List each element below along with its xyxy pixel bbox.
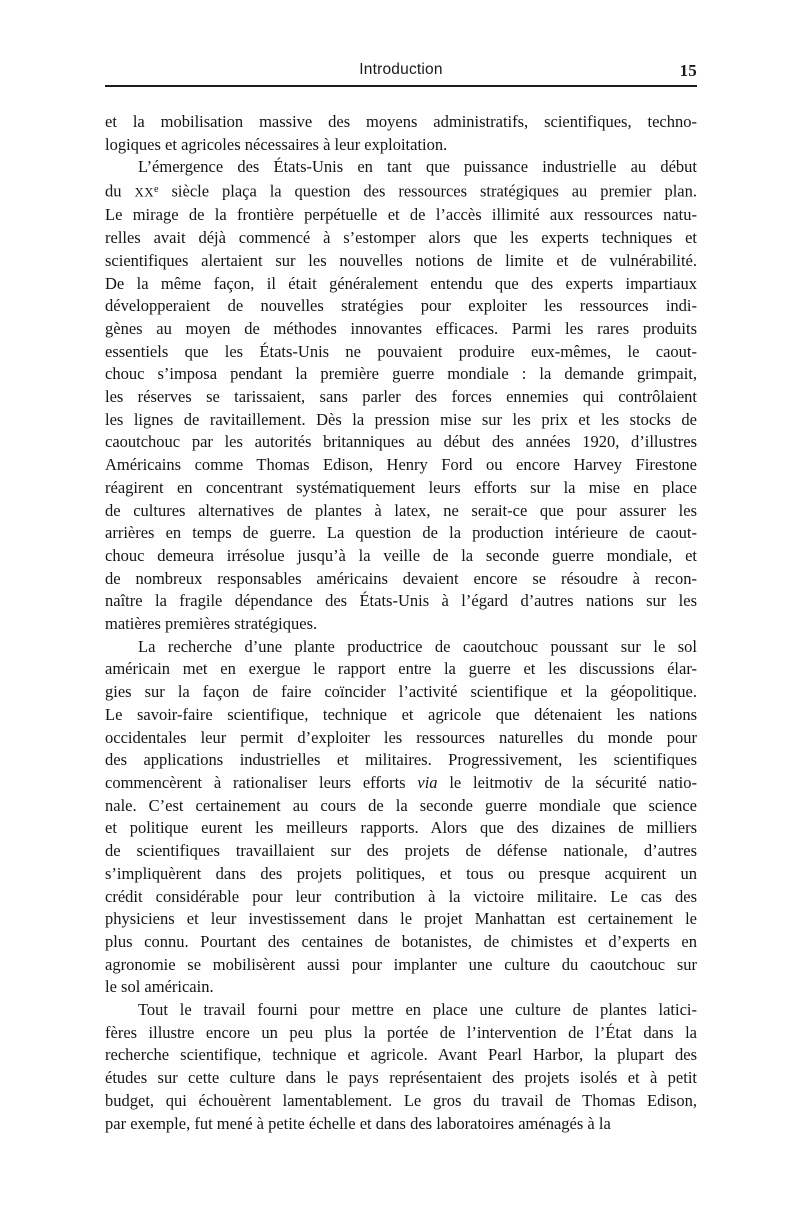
text-line: chouc s’imposa pendant la première guerre mondiale : la demande grimpait, xyxy=(105,364,697,384)
text-line: naître la fragile dépendance des États-Unis à l’égard d’autres nations sur les xyxy=(105,591,697,611)
smallcaps-run: XX xyxy=(134,185,155,200)
text-line: gies sur la façon de faire coïncider l’activité scientifique et la géopolitique. xyxy=(105,682,697,702)
smallcaps-run: e xyxy=(154,184,159,196)
text-line: relles avait déjà commencé à s’estomper alors que les experts techniques et xyxy=(105,228,697,248)
text-line: L’émergence des États-Unis en tant que puissance industrielle au début xyxy=(138,157,697,177)
italic-run: via xyxy=(417,772,438,792)
text-line: La recherche d’une plante productrice de caoutchouc poussant sur le sol xyxy=(138,636,697,656)
text-line: réagirent en concentrant systématiquement leurs efforts sur la mise en place xyxy=(105,477,697,497)
text-line: logiques et agricoles nécessaires à leur exploitation. xyxy=(105,134,448,154)
text-line: américain met en exergue le rapport entre la guerre et les discussions élar- xyxy=(105,659,697,679)
text-line: caoutchouc par les autorités britanniques au début des années 1920, d’illustres xyxy=(105,432,697,452)
text-line: Le savoir-faire scientifique, technique et agricole que détenaient les nations xyxy=(105,704,697,724)
text-line: nale. C’est certainement au cours de la seconde guerre mondiale que science xyxy=(105,795,697,815)
text-line: études sur cette culture dans le pays représentaient des projets isolés et à petit xyxy=(105,1068,697,1088)
text-line: s’impliquèrent dans des projets politiques, et tous ou presque acquirent un xyxy=(105,863,697,883)
text-line: fères illustre encore un peu plus la portée de l’intervention de l’État dans la xyxy=(105,1022,697,1042)
text-line: recherche scientifique, technique et agricole. Avant Pearl Harbor, la plupart des xyxy=(105,1045,697,1065)
text-line: physiciens et leur investissement dans le projet Manhattan est certainement le xyxy=(105,909,697,929)
text-line: agronomie se mobilisèrent aussi pour implanter une culture du caoutchouc sur xyxy=(105,954,697,974)
text-line: par exemple, fut mené à petite échelle et dans des laboratoires aménagés à la xyxy=(105,1113,611,1133)
text-line: développeraient de nouvelles stratégies pour exploiter les ressources indi- xyxy=(105,296,697,316)
text-line: de nombreux responsables américains devaient encore se résoudre à recon- xyxy=(105,568,697,588)
text-line: arrières en temps de guerre. La question de la production intérieure de caout- xyxy=(105,523,697,543)
text-line: les lignes de ravitaillement. Dès la pression mise sur les prix et les stocks de xyxy=(105,409,697,429)
text-line: et politique eurent les meilleurs rapports. Alors que des dizaines de milliers xyxy=(105,818,697,838)
text-line: budget, qui échouèrent lamentablement. Le gros du travail de Thomas Edison, xyxy=(105,1090,697,1110)
text-line: Tout le travail fourni pour mettre en place une culture de plantes latici- xyxy=(138,1000,697,1020)
text-line: de cultures alternatives de plantes à latex, ne serait-ce que pour assurer les xyxy=(105,500,697,520)
running-header-title: Introduction xyxy=(359,61,443,78)
paragraph xyxy=(105,156,697,635)
text-line: Américains comme Thomas Edison, Henry Ford ou encore Harvey Firestone xyxy=(105,455,697,475)
body-text xyxy=(105,111,697,1135)
text-line: crédit considérable pour leur contribution à la victoire militaire. Le cas des xyxy=(105,886,697,906)
text-line: chouc demeura irrésolue jusqu’à la veille de la seconde guerre mondiale, et xyxy=(105,545,697,565)
paragraph xyxy=(105,999,697,1135)
header-rule xyxy=(105,85,697,87)
text-line: essentiels que les États-Unis ne pouvaient produire eux-mêmes, le caout- xyxy=(105,341,697,361)
text-line: du XXe siècle plaça la question des ressources stratégiques au premier plan. xyxy=(105,181,697,201)
page-header xyxy=(105,60,697,80)
page-number: 15 xyxy=(679,61,697,80)
text-line: scientifiques alertaient sur les nouvelles notions de limite et de vulnérabilité. xyxy=(105,250,697,270)
text-line: des applications industrielles et militaires. Progressivement, les scientifiques xyxy=(105,750,697,770)
text-line: gènes au moyen de méthodes innovantes efficaces. Parmi les rares produits xyxy=(105,318,697,338)
text-line: et la mobilisation massive des moyens administratifs, scientifiques, techno- xyxy=(105,112,697,131)
text-line: de scientifiques travaillaient sur des projets de défense nationale, d’autres xyxy=(105,841,697,861)
text-line: De la même façon, il était généralement entendu que des experts impartiaux xyxy=(105,273,697,293)
paragraph xyxy=(105,111,697,156)
text-line: matières premières stratégiques. xyxy=(105,614,318,634)
text-line: commencèrent à rationaliser leurs efforts via le leitmotiv de la sécurité natio- xyxy=(105,772,697,792)
text-line: occidentales leur permit d’exploiter les ressources naturelles du monde pour xyxy=(105,727,697,747)
paragraph xyxy=(105,636,697,999)
text-line: le sol américain. xyxy=(105,977,214,997)
text-line: Le mirage de la frontière perpétuelle et de l’accès illimité aux ressources natu- xyxy=(105,205,697,225)
text-line: plus connu. Pourtant des centaines de botanistes, de chimistes et d’experts en xyxy=(105,931,697,951)
text-line: les réserves se tarissaient, sans parler des forces ennemies qui contrôlaient xyxy=(105,387,697,407)
